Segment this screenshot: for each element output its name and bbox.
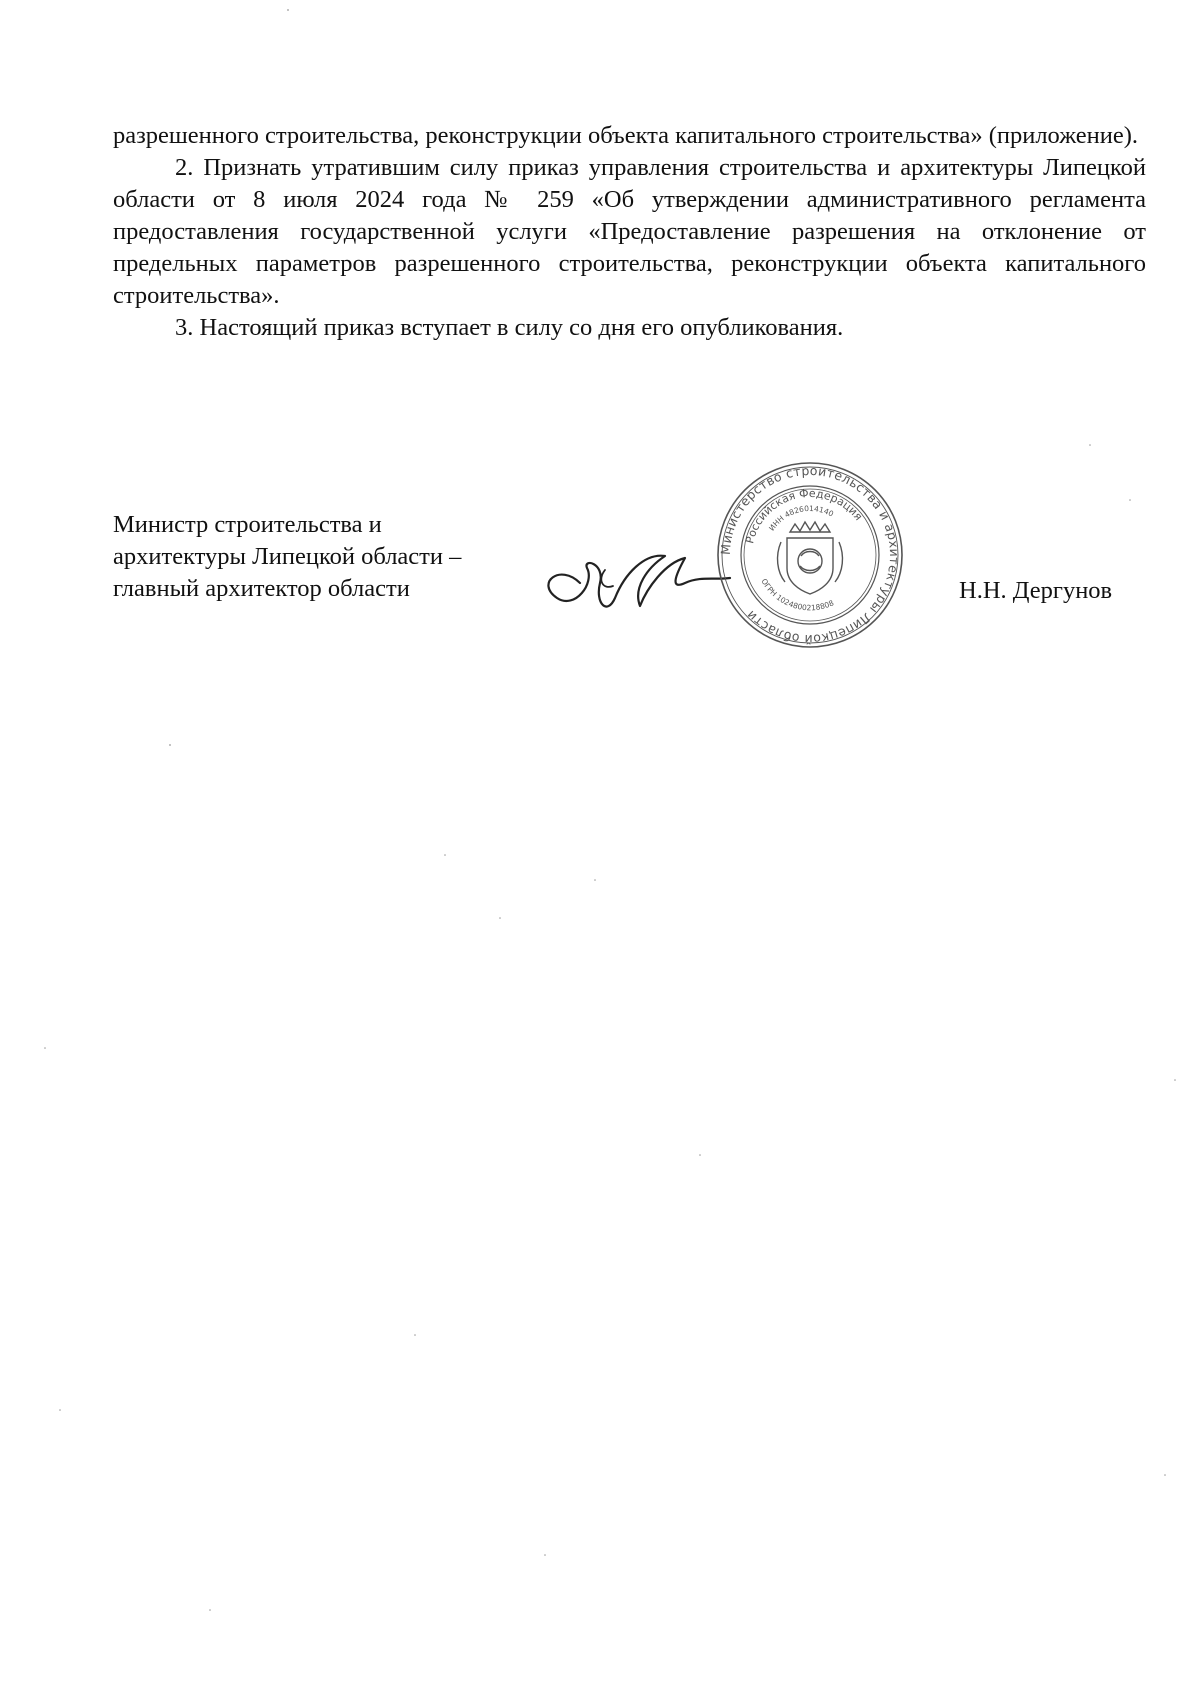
handwritten-signature bbox=[535, 528, 735, 628]
paragraph-item-3: 3. Настоящий приказ вступает в силу со дня его опубликования. bbox=[175, 314, 844, 341]
position-line: главный архитектор области bbox=[113, 575, 410, 602]
svg-text:ОГРН 1024800218808 bbox=[759, 577, 835, 612]
position-line: Министр строительства и bbox=[113, 511, 382, 538]
seal-inn: ИНН 4826014140 bbox=[767, 503, 836, 533]
svg-text:Российская Федерация bbox=[743, 487, 865, 545]
position-line: архитектуры Липецкой области – bbox=[113, 543, 462, 570]
document-body bbox=[113, 120, 1146, 344]
official-seal bbox=[715, 460, 905, 650]
paragraph-item-2: 2. Признать утратившим силу приказ управления строительства и архитектуры Липецкой области от 8 июля 2024 года № 259 «Об утверждении административного регламента предоставления государственной услуги «Предоставление разрешения на отклонение от предельных параметров разрешенного строительства, реконструкции объекта капитального строительства». bbox=[113, 154, 1146, 309]
signatory-position bbox=[113, 509, 461, 605]
seal-outer-text: Министерство строительства и архитектуры Липецкой области bbox=[717, 462, 903, 648]
signer-name: Н.Н. Дергунов bbox=[959, 577, 1113, 604]
paragraph-continuation: разрешенного строительства, реконструкции объекта капитального строительства» (приложение). bbox=[113, 122, 1139, 149]
coat-of-arms-icon bbox=[778, 522, 843, 594]
seal-ogrn: ОГРН 1024800218808 bbox=[759, 577, 836, 613]
seal-inner-text: Российская Федерация bbox=[743, 486, 866, 545]
